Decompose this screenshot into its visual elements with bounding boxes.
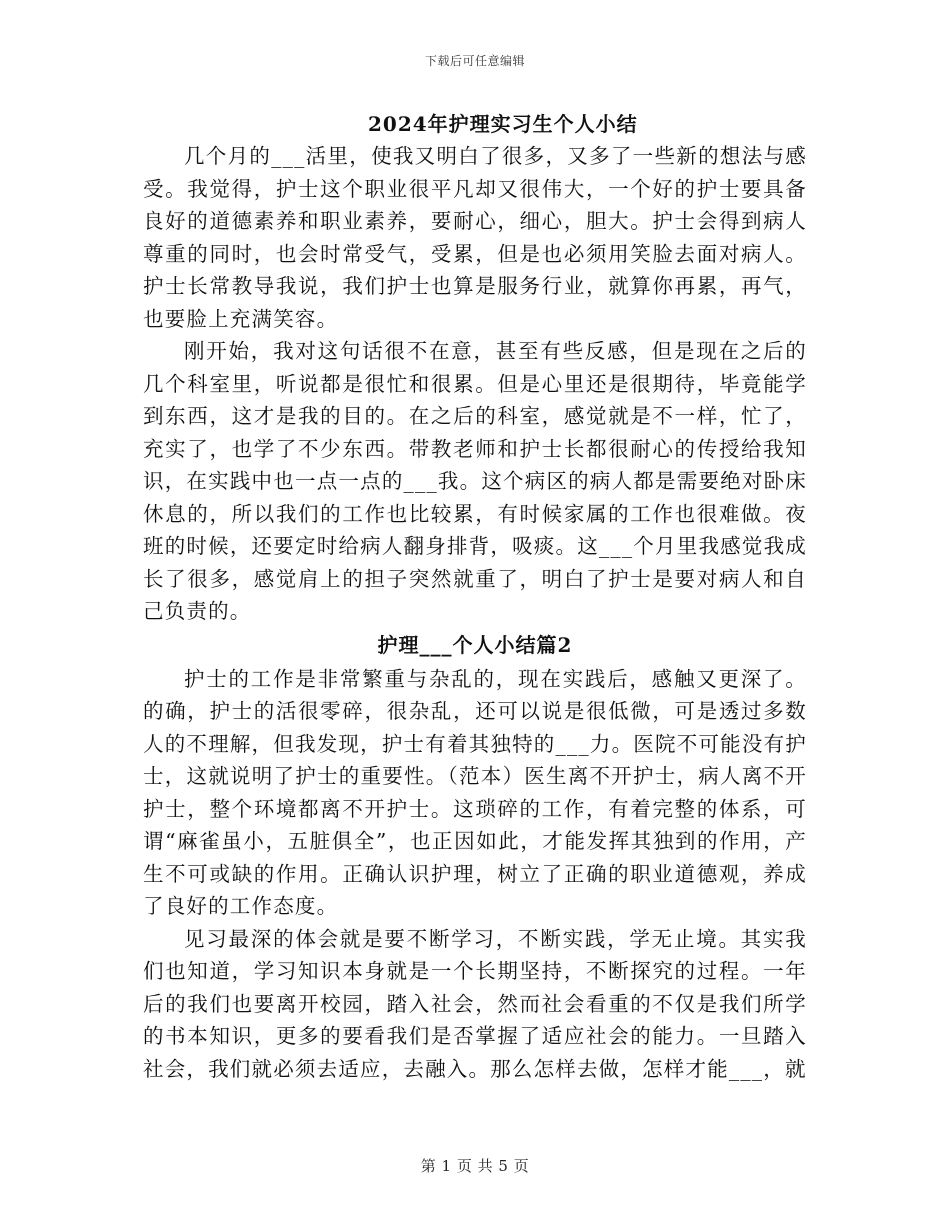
paragraph: 护士的工作是非常繁重与杂乱的，现在实践后，感触又更深了。的确，护士的活很零碎，很杂乱，还可以说是很低微，可是透过多数人的不理解，但我发现，护士有着其独特的___力。医院不可能没有护士，这就说明了护士的重要性。（范本）医生离不开护士，病人离不开护士，整个环境都离不开护士。这琐碎的工作，有着完整的体系，可谓“麻雀虽小，五脏俱全”，也正因如此，才能发挥其独到的作用，产生不可或缺的作用。正确认识护理，树立了正确的职业道德观，养成了良好的工作态度。 xyxy=(143,666,807,918)
page-number: 第 1 页 共 5 页 xyxy=(420,1157,530,1175)
paragraph: 刚开始，我对这句话很不在意，甚至有些反感，但是现在之后的几个科室里，听说都是很忙和很累。但是心里还是很期待，毕竟能学到东西，这才是我的目的。在之后的科室，感觉就是不一样，忙了，充实了，也学了不少东西。带教老师和护士长都很耐心的传授给我知识，在实践中也一点一点的___我。这个病区的病人都是需要绝对卧床休息的，所以我们的工作也比较累，有时候家属的工作也很难做。夜班的时候，还要定时给病人翻身排背，吸痰。这___个月里我感觉我成长了很多，感觉肩上的担子突然就重了，明白了护士是要对病人和自己负责的。 xyxy=(143,339,807,623)
page-header-note: 下载后可任意编辑 xyxy=(424,54,525,68)
document-title: 2024年护理实习生个人小结 xyxy=(368,112,638,136)
section-title: 护理___个人小结篇2 xyxy=(377,632,573,657)
document-body xyxy=(143,108,807,1085)
paragraph: 见习最深的体会就是要不断学习，不断实践，学无止境。其实我们也知道，学习知识本身就是一个长期坚持，不断探究的过程。一年后的我们也要离开校园，踏入社会，然而社会看重的不仅是我们所学的书本知识，更多的要看我们是否掌握了适应社会的能力。一旦踏入社会，我们就必须去适应，去融入。那么怎样去做，怎样才能___，就 xyxy=(143,926,807,1081)
paragraph: 几个月的___活里，使我又明白了很多，又多了一些新的想法与感受。我觉得，护士这个职业很平凡却又很伟大，一个好的护士要具备良好的道德素养和职业素养，要耐心，细心，胆大。护士会得到病人尊重的同时，也会时常受气，受累，但是也必须用笑脸去面对病人。护士长常教导我说，我们护士也算是服务行业，就算你再累，再气，也要脸上充满笑容。 xyxy=(143,144,807,331)
